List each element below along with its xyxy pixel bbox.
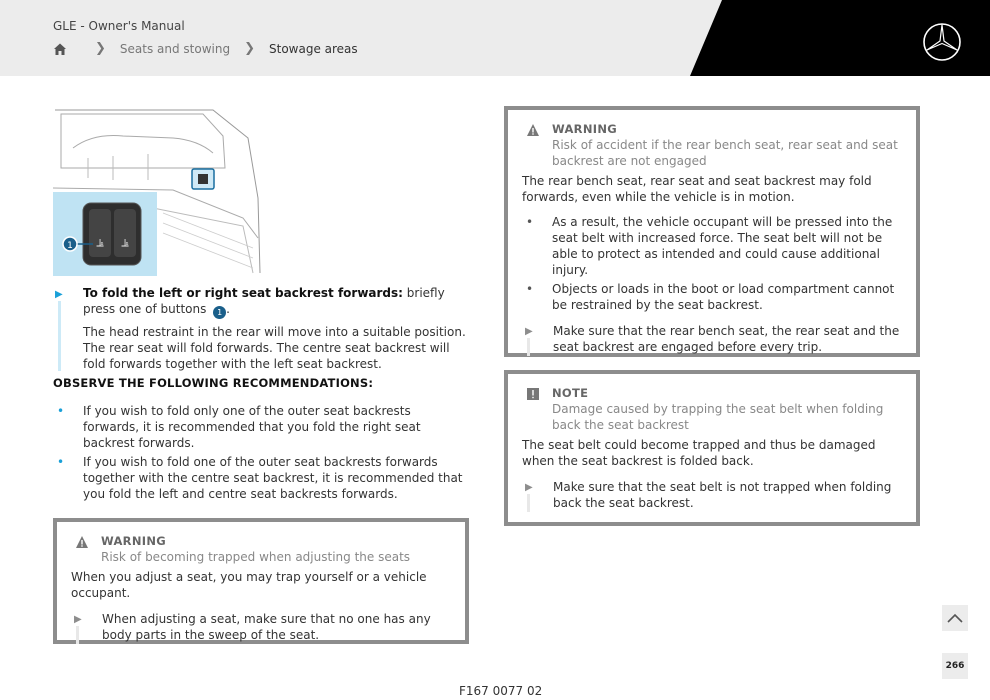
warning-box-trapped <box>53 518 469 644</box>
figure-code: F167 0077 02 <box>459 684 543 698</box>
list-item: • If you wish to fold only one of the outer seat backrests forwards, it is recommended that you fold the right seat backrest forwards. <box>53 403 468 451</box>
warning-action: When adjusting a seat, make sure that no one has any body parts in the sweep of the seat. <box>102 612 431 642</box>
note-exclamation-icon <box>526 387 540 401</box>
warning-bullets <box>522 214 902 313</box>
warning-risk: Risk of accident if the rear bench seat, rear seat and seat backrest are not engaged <box>552 138 898 168</box>
recommendations-list <box>53 403 468 502</box>
scroll-up-button[interactable] <box>942 605 968 631</box>
instruction-bold-lead: To fold the left or right seat backrest forwards: <box>83 286 403 300</box>
svg-text:⫡: ⫡ <box>96 236 104 249</box>
svg-text:⫡: ⫡ <box>121 236 129 249</box>
instruction-lead: briefly press one of buttons <box>83 286 445 316</box>
warning-risk: Risk of becoming trapped when adjusting the seats <box>101 550 411 564</box>
page-number-button[interactable]: 266 <box>942 653 968 679</box>
app-title: GLE - Owner's Manual <box>53 19 185 33</box>
breadcrumb-seats-and-stowing[interactable]: Seats and stowing <box>119 41 231 56</box>
recommendations-heading: OBSERVE THE FOLLOWING RECOMMENDATIONS: <box>53 376 374 390</box>
warning-body: When you adjust a seat, you may trap yourself or a vehicle occupant. <box>71 570 427 600</box>
rear-seat-illustration <box>53 108 263 276</box>
mercedes-star-logo <box>922 22 962 62</box>
instruction-result: The head restraint in the rear will move into a suitable position. The rear seat will fold forwards. The centre seat backrest will fold forwards together with the left seat backrest. <box>83 325 466 371</box>
warning-box-accident <box>504 106 920 357</box>
callout-1-icon: 1 <box>213 306 226 319</box>
warning-label: WARNING <box>552 122 617 136</box>
note-risk: Damage caused by trapping the seat belt when folding back the seat backrest <box>552 402 884 432</box>
home-icon[interactable] <box>53 42 67 56</box>
breadcrumb-current: Stowage areas <box>269 41 358 56</box>
instruction-period: . <box>226 302 230 316</box>
note-action: Make sure that the seat belt is not trapped when folding back the seat backrest. <box>553 480 892 510</box>
note-label: NOTE <box>552 386 589 400</box>
chevron-right-icon: ❯ <box>95 41 106 56</box>
note-body: The seat belt could become trapped and thus be damaged when the seat backrest is folded back. <box>522 438 876 468</box>
chevron-up-icon <box>947 613 963 623</box>
warning-body: The rear bench seat, rear seat and seat backrest may fold forwards, even while the vehicle is in motion. <box>522 174 872 204</box>
warning-triangle-icon <box>526 123 540 137</box>
warning-label: WARNING <box>101 534 166 548</box>
action-arrow-icon: ▶ <box>74 614 82 625</box>
left-column <box>53 285 468 531</box>
list-item: • Objects or loads in the boot or load compartment cannot be restrained by the seat backrest. <box>522 281 902 313</box>
list-item: • If you wish to fold one of the outer seat backrests forwards together with the centre seat backrest, it is recommended that you fold the left and centre seat backrests forwards. <box>53 454 468 502</box>
instruction-step <box>53 285 468 372</box>
action-arrow-icon: ▶ <box>525 326 533 337</box>
warning-action: Make sure that the rear bench seat, the rear seat and the seat backrest are engaged before every trip. <box>553 324 900 354</box>
action-arrow-icon: ▶ <box>525 482 533 493</box>
note-box-seat-belt <box>504 370 920 526</box>
chevron-right-icon: ❯ <box>244 41 255 56</box>
illustration-callout: 1 <box>67 241 73 251</box>
list-item: • As a result, the vehicle occupant will be pressed into the seat belt with increased force. The seat belt will not be able to protect as intended and could cause additional injury. <box>522 214 902 278</box>
breadcrumb <box>53 41 358 56</box>
warning-triangle-icon <box>75 535 89 549</box>
action-arrow-icon: ▶ <box>55 289 63 300</box>
